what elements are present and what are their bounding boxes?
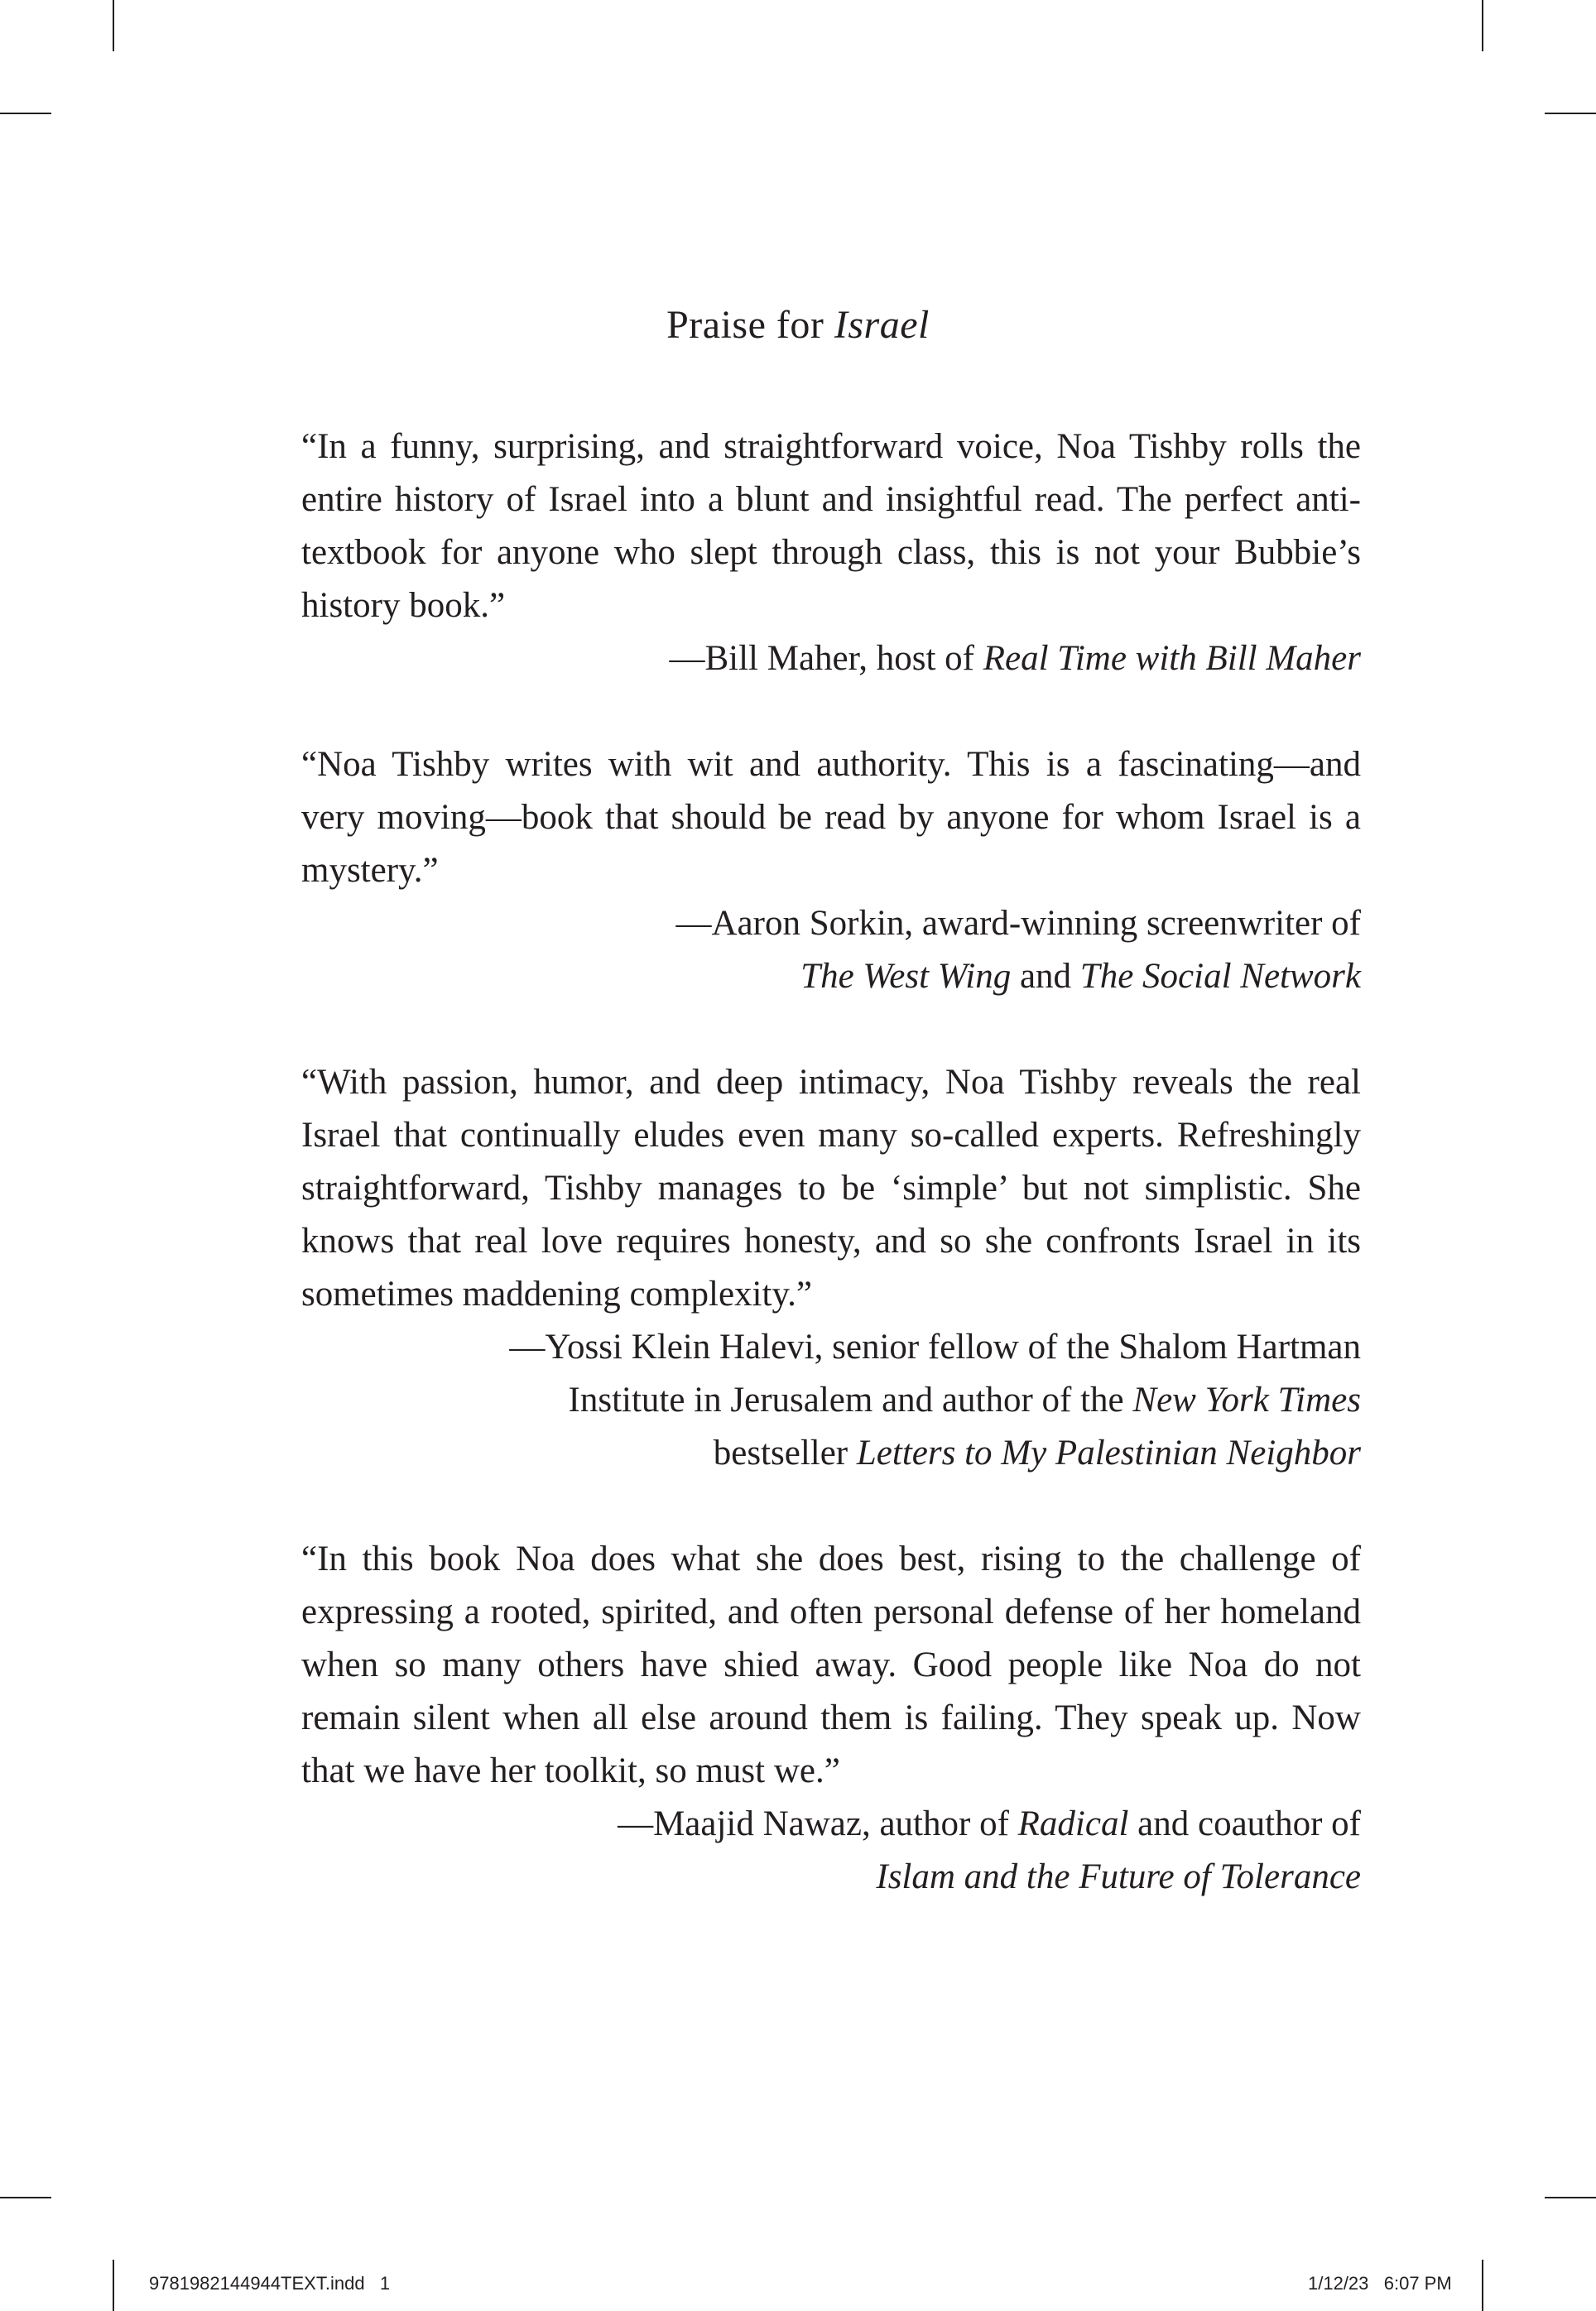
attribution-text: and coauthor of: [1128, 1804, 1361, 1843]
attribution-text: Institute in Jerusalem and author of the: [568, 1381, 1124, 1420]
attribution-title: New York Times: [1132, 1381, 1361, 1420]
blurb-quote: “With passion, humor, and deep intimacy, Noa Tishby reveals the real Israel that continually eludes even many so-called experts. Refreshingly straightforward, Tishby manages to be ‘simple’ but not simplistic. She knows that real love requires honesty, and so she confronts Israel in its sometimes maddening complexity.”: [301, 1063, 1361, 1314]
blurb-attribution-continued: [301, 1427, 1361, 1480]
attribution-title: Real Time with Bill Maher: [983, 639, 1361, 678]
attribution-text: and: [1011, 957, 1080, 996]
slug-filename: 9781982144944TEXT.indd 1: [149, 2273, 391, 2294]
blurb-attribution: [301, 1321, 1361, 1374]
book-title: Israel: [834, 303, 930, 347]
blurb-attribution-continued: [301, 950, 1361, 1003]
blurb-quote: “In this book Noa does what she does best, rising to the challenge of expressing a rooted, spirited, and often personal defense of her homeland when so many others have shied away. Good people like Noa do not remain silent when all else around them is failing. They speak up. Now that we have her toolkit, so must we.”: [301, 1540, 1361, 1790]
crop-mark-left-top: [0, 113, 51, 114]
blurb-attribution-continued: [301, 1851, 1361, 1904]
blurb-attribution: [301, 1798, 1361, 1851]
attribution-title: Letters to My Palestinian Neighbor: [856, 1434, 1361, 1473]
slug-datetime: 1/12/23 6:07 PM: [1308, 2273, 1452, 2294]
attribution-text: bestseller: [713, 1434, 848, 1473]
title-prefix: Praise for: [666, 303, 824, 347]
blurb-attribution: [301, 897, 1361, 950]
attribution-text: —Bill Maher, host of: [669, 639, 974, 678]
attribution-text: —Aaron Sorkin, award-winning screenwriter of: [675, 904, 1361, 943]
attribution-title: The Social Network: [1079, 957, 1361, 996]
attribution-text: —Maajid Nawaz, author of: [618, 1804, 1009, 1843]
page-title: [0, 298, 1596, 353]
attribution-title: Islam and the Future of Tolerance: [876, 1857, 1361, 1896]
crop-mark-top-left: [113, 0, 114, 51]
attribution-text: —Yossi Klein Halevi, senior fellow of the Shalom Hartman: [509, 1328, 1361, 1367]
blurb-quote: “Noa Tishby writes with wit and authority. This is a fascinating—and very moving—book that should be read by anyone for whom Israel is a mystery.”: [301, 745, 1361, 890]
praise-blurbs: [301, 420, 1361, 1904]
blurb-attribution: [301, 632, 1361, 685]
crop-mark-bottom-left: [113, 2260, 114, 2311]
crop-mark-bottom-right: [1482, 2260, 1483, 2311]
crop-mark-top-right: [1482, 0, 1483, 51]
attribution-title: Radical: [1017, 1804, 1129, 1843]
crop-mark-left-bottom: [0, 2197, 51, 2198]
crop-mark-right-top: [1545, 113, 1596, 114]
blurb-quote: “In a funny, surprising, and straightforward voice, Noa Tishby rolls the entire history of Israel into a blunt and insightful read. The perfect anti-textbook for anyone who slept through class, this is not your Bubbie’s history book.”: [301, 427, 1361, 625]
blurb-attribution-continued: [301, 1374, 1361, 1427]
attribution-title: The West Wing: [800, 957, 1012, 996]
crop-mark-right-bottom: [1545, 2197, 1596, 2198]
